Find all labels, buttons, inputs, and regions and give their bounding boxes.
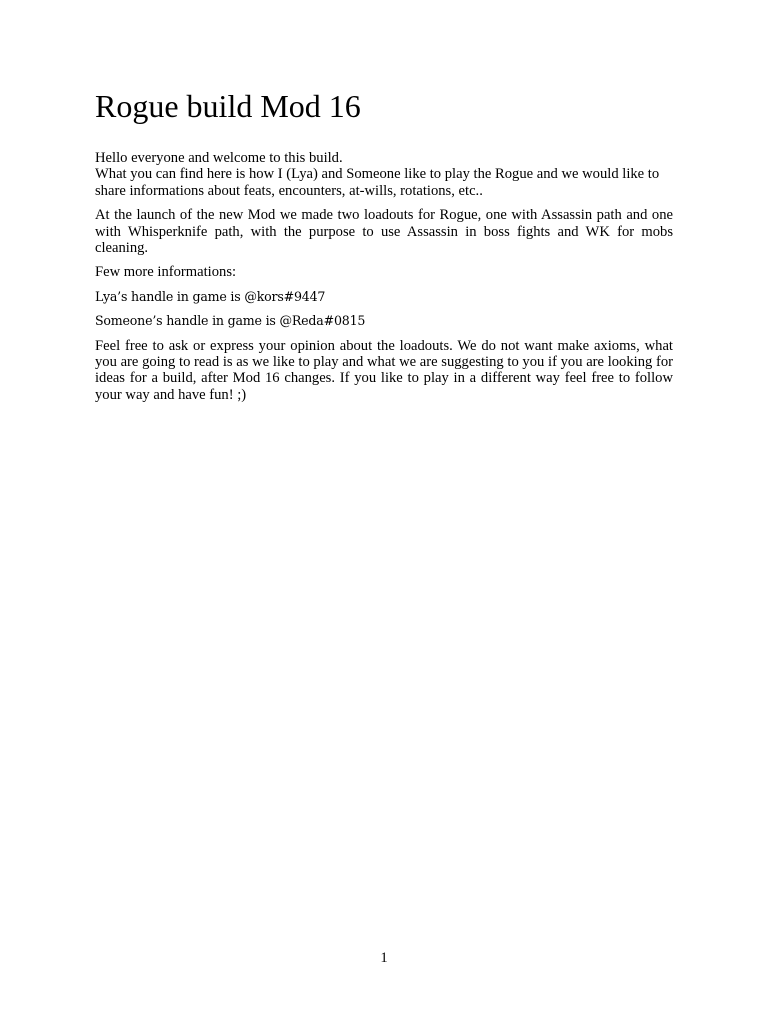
document-body	[95, 150, 673, 403]
intro-greeting: Hello everyone and welcome to this build.	[95, 150, 343, 166]
more-info-heading: Few more informations:	[95, 264, 237, 281]
feedback-paragraph: Feel free to ask or express your opinion about the loadouts. We do not want make axioms, what you are going to read is as we like to play and what we are suggesting to you if you are looking for ideas for a build, after Mod 16 changes. If you like to play in a different way feel free to follow your way and have fun! ;)	[95, 337, 673, 403]
launch-paragraph: At the launch of the new Mod we made two loadouts for Rogue, one with Assassin path and one with Whisperknife path, with the purpose to use Assassin in boss fights and WK for mobs cleaning.	[95, 207, 673, 257]
document-title: Rogue build Mod 16	[95, 88, 361, 124]
someone-handle: Someone’s handle in game is @Reda#0815	[95, 313, 366, 329]
intro-paragraph	[95, 150, 673, 199]
intro-description: What you can find here is how I (Lya) and Someone like to play the Rogue and we would like to share informations about feats, encounters, at-wills, rotations, etc..	[95, 166, 660, 199]
lya-handle: Lya’s handle in game is @kors#9447	[95, 288, 326, 304]
page-number: 1	[380, 950, 388, 966]
